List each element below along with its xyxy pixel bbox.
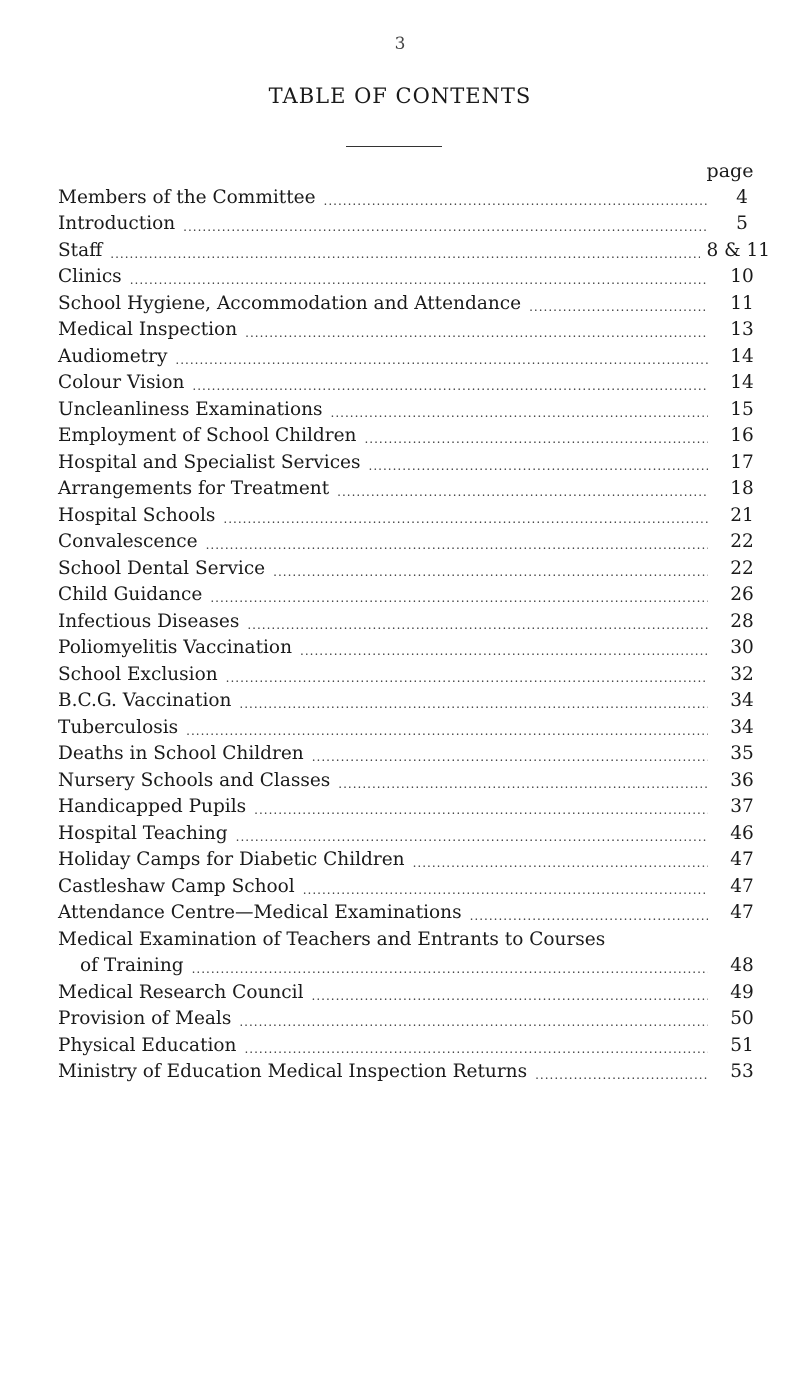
toc-entry-page: 26 [730,584,754,605]
toc-entry-label: Medical Examination of Teachers and Entrants to Courses [58,928,606,950]
toc-entry-page: 37 [730,796,754,817]
toc-entry-label: Medical Research Council [58,981,304,1003]
toc-entry [58,870,770,897]
toc-entry-page: 48 [730,955,754,976]
toc-entry [58,340,770,367]
dot-leader [223,506,708,526]
dot-leader [210,585,708,605]
page-title: TABLE OF CONTENTS [268,84,532,108]
dot-leader [226,665,708,685]
toc-entry [58,367,770,394]
toc-entry-label: Castleshaw Camp School [58,875,295,897]
dot-leader [470,903,708,923]
toc-entry-label: Members of the Committee [58,186,316,208]
toc-entry-label: Child Guidance [58,584,203,605]
toc-entry-page: 47 [730,902,754,923]
dot-leader [192,956,708,976]
toc-entry-label: B.C.G. Vaccination [58,690,232,711]
toc-entry-label: Colour Vision [58,372,185,393]
dot-leader [273,559,708,579]
toc-entry-page: 50 [730,1008,754,1029]
toc-entry-page: 34 [730,690,754,711]
page-column-header: page [706,160,754,182]
toc-entry [58,1029,770,1056]
toc-entry-page: 11 [730,292,754,314]
toc-entry-label: Deaths in School Children [58,743,304,764]
toc-entry-page: 18 [730,478,754,499]
toc-entry [58,976,770,1003]
toc-entry [58,261,770,288]
dot-leader [239,1009,708,1029]
toc-entry-label: Staff [58,239,103,261]
dot-leader [175,347,708,367]
dot-leader [413,850,708,870]
toc-entry-page: 47 [730,849,754,870]
toc-entry-page: 46 [730,822,754,844]
toc-entry-label: Nursery Schools and Classes [58,769,331,791]
toc-entry-label: Uncleanliness Examinations [58,398,323,420]
toc-entry-label-continuation: of Training [80,955,184,976]
toc-entry [58,844,770,871]
dot-leader [303,877,708,897]
toc-entry-page: 15 [730,398,754,420]
dot-leader [529,294,708,314]
toc-entry-label: School Dental Service [58,557,266,579]
dot-leader [244,1036,708,1056]
table-of-contents [58,181,770,1082]
toc-entry-label: Employment of School Children [58,425,357,446]
toc-entry [58,181,770,208]
toc-entry-page: 36 [730,769,754,791]
toc-entry-label: Hospital Schools [58,504,216,526]
toc-entry-page: 22 [730,531,754,552]
toc-entry [58,685,770,712]
toc-entry [58,579,770,606]
dot-leader [186,718,708,738]
dot-leader [364,426,708,446]
dot-leader [312,744,708,764]
toc-entry [58,234,770,261]
toc-entry [58,1003,770,1030]
page-number: 3 [394,34,406,54]
dot-leader [337,479,708,499]
toc-entry [58,314,770,341]
toc-entry-label: Medical Inspection [58,319,238,340]
toc-entry-page: 17 [730,451,754,473]
toc-entry-page: 14 [730,372,754,393]
toc-entry-page: 53 [730,1061,754,1082]
dot-leader [245,320,708,340]
toc-entry-label: Tuberculosis [58,716,179,738]
toc-entry-label: Handicapped Pupils [58,796,247,817]
toc-entry [58,393,770,420]
toc-entry-page: 32 [730,663,754,685]
toc-entry-page: 30 [730,637,754,658]
toc-entry-label: School Hygiene, Accommodation and Attendance [58,292,522,314]
toc-entry [58,923,770,976]
toc-entry [58,499,770,526]
dot-leader [239,691,708,711]
dot-leader [535,1062,708,1082]
toc-entry-page: 21 [730,504,754,526]
toc-entry-label: Hospital and Specialist Services [58,451,361,473]
toc-entry-page: 28 [730,610,754,632]
dot-leader [192,373,708,393]
toc-entry [58,897,770,924]
dot-leader [254,797,708,817]
toc-entry-page: 8 & 11 [706,239,770,261]
toc-entry-page: 5 [736,213,748,234]
toc-entry [58,526,770,553]
toc-entry [58,791,770,818]
toc-entry [58,420,770,447]
dot-leader [236,824,708,844]
toc-entry-label: Infectious Diseases [58,610,240,632]
toc-entry-label: Physical Education [58,1034,237,1056]
dot-leader [247,612,708,632]
toc-entry [58,287,770,314]
dot-leader [183,214,708,234]
toc-entry-label: Hospital Teaching [58,822,228,844]
toc-entry-label: Ministry of Education Medical Inspection Returns [58,1061,528,1082]
toc-entry [58,658,770,685]
toc-entry-label: Clinics [58,266,122,287]
toc-entry [58,552,770,579]
toc-entry-page: 4 [736,186,748,208]
toc-entry [58,738,770,765]
toc-entry-page: 47 [730,875,754,897]
toc-entry [58,605,770,632]
dot-leader [331,400,708,420]
toc-entry-label: Introduction [58,213,176,234]
toc-entry-label: Audiometry [58,345,168,367]
toc-entry [58,711,770,738]
toc-entry [58,208,770,235]
toc-entry-page: 14 [730,345,754,367]
toc-entry-page: 35 [730,743,754,764]
toc-entry-label: Arrangements for Treatment [58,478,330,499]
toc-entry [58,1056,770,1083]
toc-entry-label: School Exclusion [58,663,218,685]
dot-leader [338,771,708,791]
dot-leader [369,453,708,473]
dot-leader [130,267,708,287]
toc-entry-page: 34 [730,716,754,738]
toc-entry [58,632,770,659]
toc-entry-page: 13 [730,319,754,340]
toc-entry-page: 22 [730,557,754,579]
toc-entry-page: 49 [730,981,754,1003]
dot-leader [300,638,708,658]
toc-entry [58,446,770,473]
toc-entry-page: 16 [730,425,754,446]
toc-entry [58,764,770,791]
toc-entry-label: Poliomyelitis Vaccination [58,637,292,658]
toc-entry-label: Convalescence [58,531,198,552]
toc-entry-label: Holiday Camps for Diabetic Children [58,849,405,870]
toc-entry-label: Attendance Centre—Medical Examinations [58,902,462,923]
toc-entry-page: 51 [730,1034,754,1056]
toc-entry [58,473,770,500]
toc-entry-page: 10 [730,266,754,287]
dot-leader [206,532,708,552]
dot-leader [110,241,700,261]
title-divider [346,146,442,147]
toc-entry [58,817,770,844]
dot-leader [324,188,708,208]
toc-entry-label: Provision of Meals [58,1008,232,1029]
dot-leader [312,983,708,1003]
